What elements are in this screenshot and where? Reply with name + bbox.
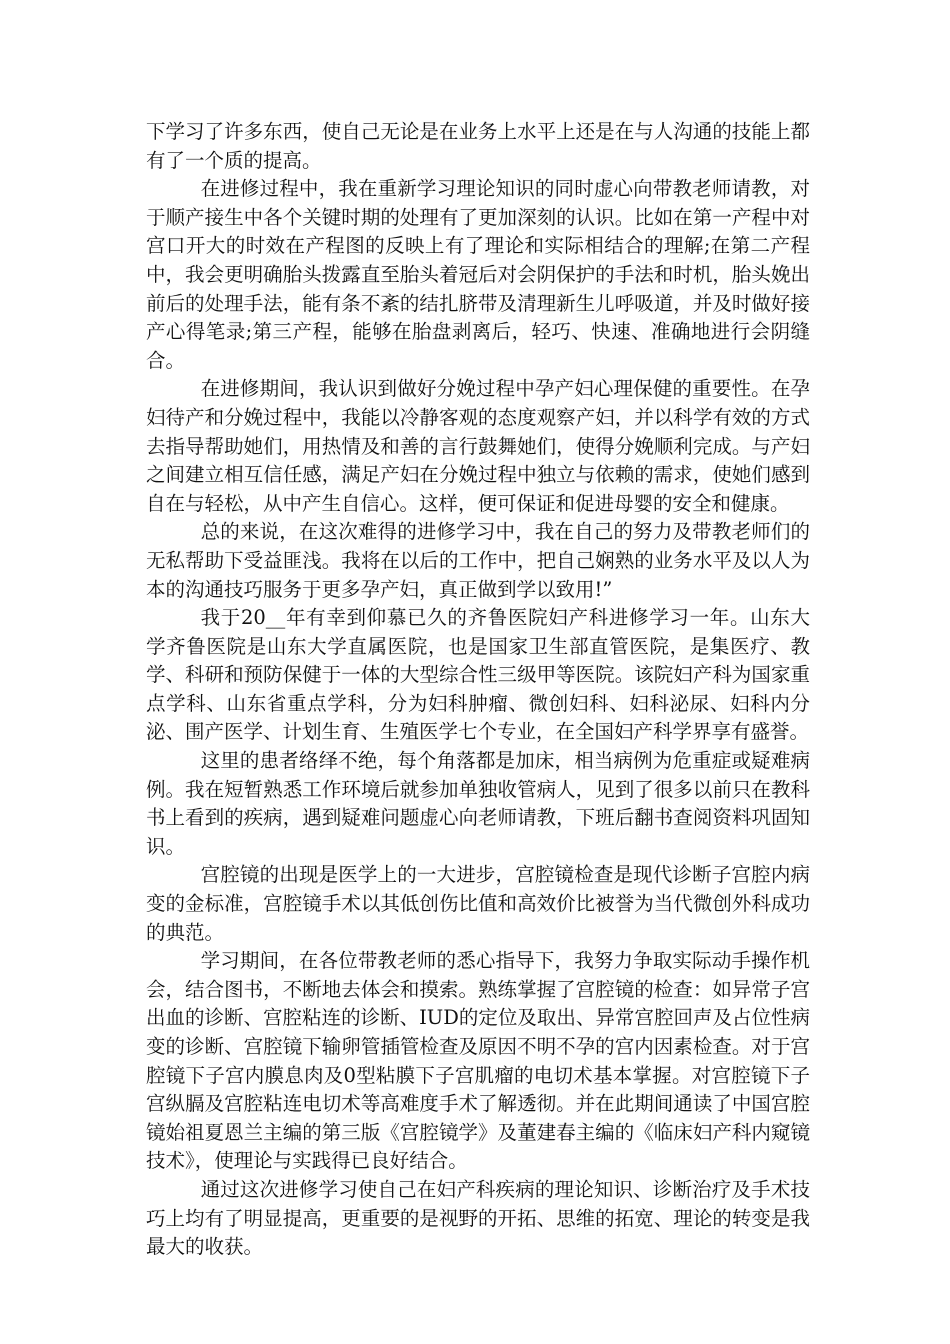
paragraph-8: 学习期间，在各位带教老师的悉心指导下，我努力争取实际动手操作机会，结合图书，不断地去体会和摸索。熟练掌握了宫腔镜的检查：如异常子宫出血的诊断、宫腔粘连的诊断、IUD的定位及取出、异常宫腔回声及占位性病变的诊断、宫腔镜下输卵管插管检查及原因不明不孕的宫内因素检查。对于宫腔镜下子宫内膜息肉及0型粘膜下子宫肌瘤的电切术基本掌握。对宫腔镜下子宫纵膈及宫腔粘连电切术等高难度手术了解透彻。并在此期间通读了中国宫腔镜始祖夏恩兰主编的第三版《宫腔镜学》及董建春主编的《临床妇产科内窥镜技术》，使理论与实践得已良好结合。 — [146, 949, 810, 1173]
paragraph-3: 在进修期间，我认识到做好分娩过程中孕产妇心理保健的重要性。在孕妇待产和分娩过程中，我能以冷静客观的态度观察产妇，并以科学有效的方式去指导帮助她们，用热情及和善的言行鼓舞她们，使得分娩顺利完成。与产妇之间建立相互信任感，满足产妇在分娩过程中独立与依赖的需求，使她们感到自在与轻松，从中产生自信心。这样，便可保证和促进母婴的安全和健康。 — [146, 377, 810, 515]
paragraph-6: 这里的患者络绎不绝，每个角落都是加床，相当病例为危重症或疑难病例。我在短暂熟悉工作环境后就参加单独收管病人，见到了很多以前只在教科书上看到的疾病，遇到疑难问题虚心向老师请教，下班后翻书查阅资料巩固知识。 — [146, 749, 810, 858]
paragraph-2: 在进修过程中，我在重新学习理论知识的同时虚心向带教老师请教，对于顺产接生中各个关键时期的处理有了更加深刻的认识。比如在第一产程中对宫口开大的时效在产程图的反映上有了理论和实际相结合的理解;在第二产程中，我会更明确胎头拨露直至胎头着冠后对会阴保护的手法和时机，胎头娩出前后的处理手法，能有条不紊的结扎脐带及清理新生儿呼吸道，并及时做好接产心得笔录;第三产程，能够在胎盘剥离后，轻巧、快速、准确地进行会阴缝合。 — [146, 177, 810, 372]
paragraph-7: 宫腔镜的出现是医学上的一大进步，宫腔镜检查是现代诊断子宫腔内病变的金标准，宫腔镜手术以其低创伤比值和高效价比被誉为当代微创外科成功的典范。 — [146, 863, 810, 944]
paragraph-9: 通过这次进修学习使自己在妇产科疾病的理论知识、诊断治疗及手术技巧上均有了明显提高，更重要的是视野的开拓、思维的拓宽、理论的转变是我最大的收获。 — [146, 1177, 810, 1259]
paragraph-4: 总的来说，在这次难得的进修学习中，我在自己的努力及带教老师们的无私帮助下受益匪浅。我将在以后的工作中，把自己娴熟的业务水平及以人为本的沟通技巧服务于更多孕产妇，真正做到学以致用!” — [146, 520, 810, 601]
document-body — [146, 118, 810, 1262]
paragraph-1: 下学习了许多东西，使自己无论是在业务上水平上还是在与人沟通的技能上都有了一个质的提高。 — [146, 120, 810, 172]
paragraph-5: 我于20__年有幸到仰慕已久的齐鲁医院妇产科进修学习一年。山东大学齐鲁医院是山东大学直属医院，也是国家卫生部直管医院，是集医疗、教学、科研和预防保健于一体的大型综合性三级甲等医院。该院妇产科为国家重点学科、山东省重点学科，分为妇科肿瘤、微创妇科、妇科泌尿、妇科内分泌、围产医学、计划生育、生殖医学七个专业，在全国妇产科学界享有盛誉。 — [146, 606, 810, 744]
